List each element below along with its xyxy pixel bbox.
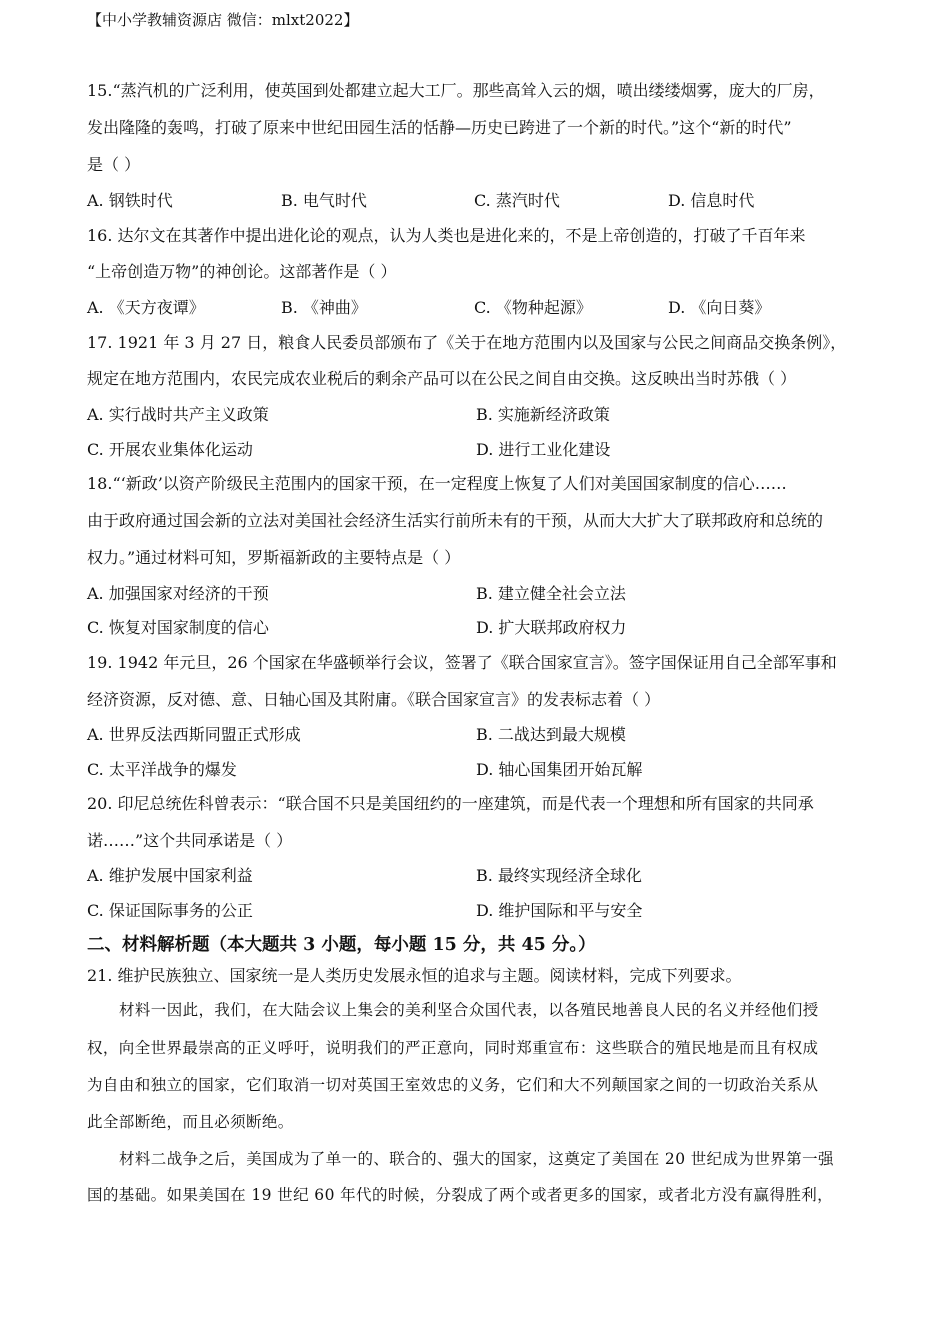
question-19-option-c: C. 太平洋战争的爆发 (87, 760, 237, 779)
question-18-option-c: C. 恢复对国家制度的信心 (87, 618, 269, 637)
question-18-option-a: A. 加强国家对经济的干预 (87, 584, 269, 603)
question-16-line-2: “上帝创造万物”的神创论。这部著作是（ ） (87, 262, 397, 281)
question-15-option-d: D. 信息时代 (668, 191, 755, 210)
material-1-line-3: 为自由和独立的国家，它们取消一切对英国王室效忠的义务，它们和大不列颠国家之间的一切政治关系从 (87, 1076, 819, 1094)
question-19-option-a: A. 世界反法西斯同盟正式形成 (87, 725, 301, 744)
question-15-line-3: 是（ ） (87, 155, 141, 174)
question-18-option-d: D. 扩大联邦政府权力 (476, 618, 627, 637)
question-16-option-d: D. 《向日葵》 (668, 298, 771, 317)
question-16-option-b: B. 《神曲》 (281, 298, 367, 317)
question-15-option-a: A. 钢铁时代 (87, 191, 173, 210)
question-15-option-c: C. 蒸汽时代 (474, 191, 560, 210)
question-19-option-b: B. 二战达到最大规模 (476, 725, 626, 744)
material-2-line-2: 国的基础。如果美国在 19 世纪 60 年代的时候，分裂成了两个或者更多的国家，或者北方没有赢得胜利， (87, 1186, 834, 1204)
question-15-line-1: 15.“蒸汽机的广泛利用，使英国到处都建立起大工厂。那些高耸入云的烟，喷出缕缕烟雾，庞大的厂房， (87, 81, 825, 100)
question-15-line-2: 发出隆隆的轰鸣，打破了原来中世纪田园生活的恬静—历史已跨进了一个新的时代。”这个“新的时代” (87, 118, 792, 137)
question-20-option-b: B. 最终实现经济全球化 (476, 866, 642, 885)
question-15-option-b: B. 电气时代 (281, 191, 367, 210)
question-20-line-2: 诺……”这个共同承诺是（ ） (87, 831, 293, 850)
page-header-watermark: 【中小学教辅资源店 微信：mlxt2022】 (87, 11, 359, 29)
question-18-option-b: B. 建立健全社会立法 (476, 584, 626, 603)
question-19-option-d: D. 轴心国集团开始瓦解 (476, 760, 643, 779)
question-16-option-a: A. 《天方夜谭》 (87, 298, 205, 317)
question-17-line-1: 17. 1921 年 3 月 27 日，粮食人民委员部颁布了《关于在地方范围内以及国家与公民之间商品交换条例》， (87, 333, 847, 352)
question-17-option-c: C. 开展农业集体化运动 (87, 440, 253, 459)
question-16-option-c: C. 《物种起源》 (474, 298, 592, 317)
question-20-option-c: C. 保证国际事务的公正 (87, 901, 253, 920)
material-1-line-2: 权，向全世界最崇高的正义呼吁，说明我们的严正意向，同时郑重宣布：这些联合的殖民地是而且有权成 (87, 1039, 819, 1057)
question-17-line-2: 规定在地方范围内，农民完成农业税后的剩余产品可以在公民之间自由交换。这反映出当时苏俄（ ） (87, 369, 797, 388)
question-20-line-1: 20. 印尼总统佐科曾表示：“联合国不只是美国纽约的一座建筑，而是代表一个理想和所有国家的共同承 (87, 794, 814, 813)
question-19-line-2: 经济资源，反对德、意、日轴心国及其附庸。《联合国家宣言》的发表标志着（ ） (87, 690, 661, 709)
question-16-line-1: 16. 达尔文在其著作中提出进化论的观点，认为人类也是进化来的，不是上帝创造的，打破了千百年来 (87, 226, 806, 245)
question-20-option-a: A. 维护发展中国家利益 (87, 866, 253, 885)
section-2-heading: 二、材料解析题（本大题共 3 小题，每小题 15 分，共 45 分。） (87, 935, 596, 955)
material-2-line-1: 材料二战争之后，美国成为了单一的、联合的、强大的国家，这奠定了美国在 20 世纪成为世界第一强 (119, 1150, 834, 1168)
question-21-intro: 21. 维护民族独立、国家统一是人类历史发展永恒的追求与主题。阅读材料，完成下列要求。 (87, 966, 742, 985)
question-19-line-1: 19. 1942 年元旦，26 个国家在华盛顿举行会议，签署了《联合国家宣言》。签字国保证用自己全部军事和 (87, 653, 837, 672)
question-17-option-d: D. 进行工业化建设 (476, 440, 611, 459)
question-18-line-1: 18.“‘新政’以资产阶级民主范围内的国家干预，在一定程度上恢复了人们对美国国家制度的信心…… (87, 474, 787, 493)
material-1-line-4: 此全部断绝，而且必须断绝。 (87, 1113, 294, 1131)
question-18-line-2: 由于政府通过国会新的立法对美国社会经济生活实行前所未有的干预，从而大大扩大了联邦政府和总统的 (87, 511, 824, 530)
question-17-option-a: A. 实行战时共产主义政策 (87, 405, 269, 424)
question-20-option-d: D. 维护国际和平与安全 (476, 901, 643, 920)
question-17-option-b: B. 实施新经济政策 (476, 405, 610, 424)
material-1-line-1: 材料一因此，我们，在大陆会议上集会的美利坚合众国代表，以各殖民地善良人民的名义并经他们授 (119, 1001, 819, 1019)
question-18-line-3: 权力。”通过材料可知，罗斯福新政的主要特点是（ ） (87, 548, 461, 567)
